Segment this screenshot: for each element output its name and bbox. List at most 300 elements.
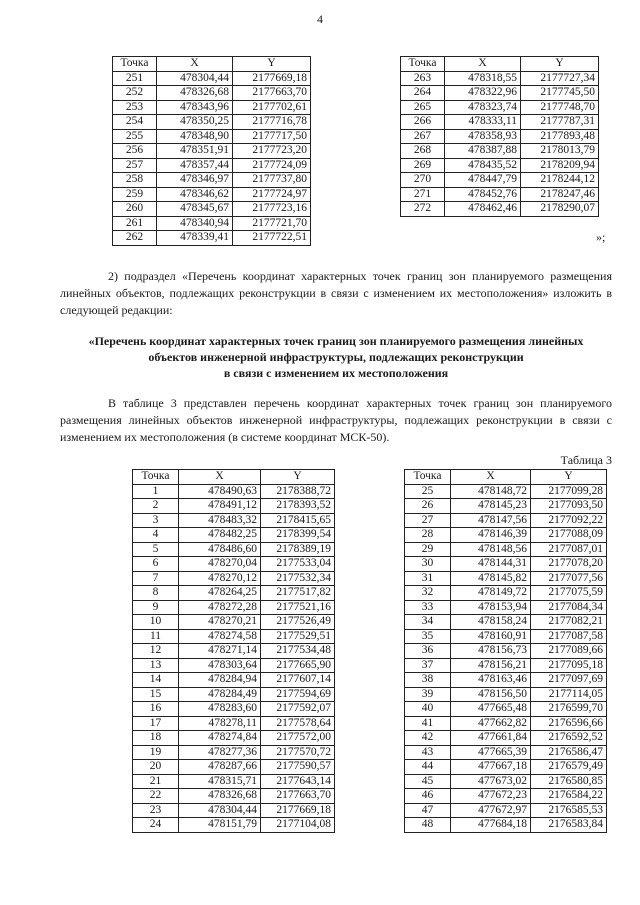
point-cell: 259 [113,187,157,202]
table-row [113,144,311,159]
table-row [133,716,335,731]
x-cell: 478270,21 [179,615,261,630]
point-cell: 32 [405,586,451,601]
x-cell: 478357,44 [157,158,233,173]
intro-paragraph: В таблице 3 представлен перечень координат характерных точек границ зон планируемого размещения линейных объектов инженерной инфраструктуры, подлежащих реконструкции в связи с изменением их местоположения (в системе координат МСК-50). [60,396,612,444]
x-cell: 477684,18 [451,818,531,833]
x-cell: 478343,96 [157,100,233,115]
point-cell: 254 [113,115,157,130]
table-row [405,803,607,818]
y-cell: 2176586,47 [531,745,607,760]
table-row [133,513,335,528]
point-cell: 20 [133,760,179,775]
table-row [401,158,599,173]
point-cell: 42 [405,731,451,746]
point-cell: 19 [133,745,179,760]
table-row [133,774,335,789]
table-row [113,216,311,231]
y-cell: 2176585,53 [531,803,607,818]
x-cell: 478270,04 [179,557,261,572]
table-row [113,71,311,86]
x-cell: 478144,31 [451,557,531,572]
y-cell: 2177578,64 [261,716,335,731]
point-cell: 16 [133,702,179,717]
point-cell: 31 [405,571,451,586]
point-cell: 9 [133,600,179,615]
table-row [401,86,599,101]
x-cell: 478482,25 [179,528,261,543]
x-cell: 478333,11 [445,115,521,130]
column-header-y: Y [531,470,607,485]
x-cell: 478304,44 [179,803,261,818]
y-cell: 2177084,34 [531,600,607,615]
table-row [133,499,335,514]
x-cell: 478452,76 [445,187,521,202]
table-row [113,115,311,130]
table-closing-quote: »; [596,230,606,244]
table-row [401,71,599,86]
y-cell: 2177737,80 [233,173,311,188]
y-cell: 2176584,22 [531,789,607,804]
point-cell: 12 [133,644,179,659]
x-cell: 478148,72 [451,484,531,499]
point-cell: 256 [113,144,157,159]
point-cell: 27 [405,513,451,528]
y-cell: 2178399,54 [261,528,335,543]
table-row [405,745,607,760]
table-row [405,528,607,543]
point-cell: 46 [405,789,451,804]
section-heading-line: «Перечень координат характерных точек границ зон планируемого размещения линейных [88,334,584,348]
point-cell: 39 [405,687,451,702]
x-cell: 478340,94 [157,216,233,231]
table-row [133,731,335,746]
table-row [113,231,311,246]
table-row [113,187,311,202]
point-cell: 262 [113,231,157,246]
table-row [133,571,335,586]
point-cell: 29 [405,542,451,557]
point-cell: 45 [405,774,451,789]
table-row [133,528,335,543]
point-cell: 40 [405,702,451,717]
point-cell: 266 [401,115,445,130]
table-row [405,774,607,789]
y-cell: 2177669,18 [233,71,311,86]
y-cell: 2177088,09 [531,528,607,543]
table-row [401,202,599,217]
y-cell: 2178209,94 [521,158,599,173]
x-cell: 478350,25 [157,115,233,130]
table-row [405,702,607,717]
x-cell: 478283,60 [179,702,261,717]
x-cell: 478147,56 [451,513,531,528]
point-cell: 35 [405,629,451,644]
x-cell: 478483,32 [179,513,261,528]
y-cell: 2177727,34 [521,71,599,86]
x-cell: 477665,48 [451,702,531,717]
point-cell: 252 [113,86,157,101]
table-caption: Таблица 3 [560,453,612,467]
table-row [401,144,599,159]
table-row [405,629,607,644]
page-number: 4 [317,12,323,26]
table-row [405,716,607,731]
section-heading-line: объектов инженерной инфраструктуры, подлежащих реконструкции [148,350,524,364]
column-header-point: Точка [405,470,451,485]
point-cell: 3 [133,513,179,528]
point-cell: 257 [113,158,157,173]
x-cell: 478272,28 [179,600,261,615]
table-row [405,513,607,528]
y-cell: 2178247,46 [521,187,599,202]
point-cell: 272 [401,202,445,217]
y-cell: 2177078,20 [531,557,607,572]
y-cell: 2177702,61 [233,100,311,115]
table-row [133,658,335,673]
y-cell: 2177570,72 [261,745,335,760]
table-row [113,129,311,144]
point-cell: 17 [133,716,179,731]
point-cell: 255 [113,129,157,144]
section-heading [60,333,612,381]
table-row [133,745,335,760]
x-cell: 478339,41 [157,231,233,246]
point-cell: 47 [405,803,451,818]
x-cell: 478315,71 [179,774,261,789]
table-row [405,687,607,702]
coordinates-table-top-right [400,56,599,217]
point-cell: 25 [405,484,451,499]
x-cell: 478348,90 [157,129,233,144]
y-cell: 2176592,52 [531,731,607,746]
table-row [405,615,607,630]
point-cell: 41 [405,716,451,731]
table-row [133,542,335,557]
x-cell: 478145,23 [451,499,531,514]
point-cell: 2 [133,499,179,514]
table-row [405,731,607,746]
table-row [133,586,335,601]
column-header-point: Точка [133,470,179,485]
x-cell: 478271,14 [179,644,261,659]
y-cell: 2177099,28 [531,484,607,499]
point-cell: 268 [401,144,445,159]
table-row [133,818,335,833]
table-row [113,86,311,101]
y-cell: 2177748,70 [521,100,599,115]
y-cell: 2177097,69 [531,673,607,688]
point-cell: 34 [405,615,451,630]
point-cell: 28 [405,528,451,543]
x-cell: 478345,67 [157,202,233,217]
table-row [133,803,335,818]
table-row [133,702,335,717]
table-row [405,600,607,615]
point-cell: 48 [405,818,451,833]
table-row [401,173,599,188]
x-cell: 478278,11 [179,716,261,731]
table-row [133,484,335,499]
y-cell: 2177104,08 [261,818,335,833]
y-cell: 2176580,85 [531,774,607,789]
x-cell: 478163,46 [451,673,531,688]
point-cell: 265 [401,100,445,115]
x-cell: 478274,58 [179,629,261,644]
table-row [133,673,335,688]
table-row [133,615,335,630]
x-cell: 478284,94 [179,673,261,688]
y-cell: 2177665,90 [261,658,335,673]
point-cell: 260 [113,202,157,217]
y-cell: 2176599,70 [531,702,607,717]
x-cell: 478462,46 [445,202,521,217]
x-cell: 478346,97 [157,173,233,188]
point-cell: 44 [405,760,451,775]
point-cell: 261 [113,216,157,231]
coordinates-table-top-left [112,56,311,246]
x-cell: 478160,91 [451,629,531,644]
y-cell: 2177724,97 [233,187,311,202]
table-row [405,658,607,673]
x-cell: 478151,79 [179,818,261,833]
table-row [401,129,599,144]
y-cell: 2177533,04 [261,557,335,572]
y-cell: 2177534,48 [261,644,335,659]
y-cell: 2177532,34 [261,571,335,586]
point-cell: 253 [113,100,157,115]
point-cell: 1 [133,484,179,499]
point-cell: 263 [401,71,445,86]
x-cell: 478156,50 [451,687,531,702]
point-cell: 4 [133,528,179,543]
table-row [133,687,335,702]
x-cell: 478351,91 [157,144,233,159]
y-cell: 2177787,31 [521,115,599,130]
x-cell: 478326,68 [157,86,233,101]
table-row [405,499,607,514]
y-cell: 2177722,51 [233,231,311,246]
column-header-point: Точка [401,57,445,72]
y-cell: 2177087,01 [531,542,607,557]
y-cell: 2177721,70 [233,216,311,231]
x-cell: 478158,24 [451,615,531,630]
y-cell: 2177572,00 [261,731,335,746]
x-cell: 478486,60 [179,542,261,557]
y-cell: 2177077,56 [531,571,607,586]
point-cell: 270 [401,173,445,188]
x-cell: 478145,82 [451,571,531,586]
section-heading-line: в связи с изменением их местоположения [223,366,449,380]
table-row [405,673,607,688]
point-cell: 26 [405,499,451,514]
table-row [401,187,599,202]
table-row [405,586,607,601]
x-cell: 478304,44 [157,71,233,86]
point-cell: 21 [133,774,179,789]
y-cell: 2177745,50 [521,86,599,101]
y-cell: 2178415,65 [261,513,335,528]
y-cell: 2177724,09 [233,158,311,173]
x-cell: 478435,52 [445,158,521,173]
y-cell: 2177716,78 [233,115,311,130]
x-cell: 478148,56 [451,542,531,557]
point-cell: 251 [113,71,157,86]
point-cell: 267 [401,129,445,144]
table-row [133,760,335,775]
y-cell: 2177095,18 [531,658,607,673]
x-cell: 478323,74 [445,100,521,115]
y-cell: 2177529,51 [261,629,335,644]
x-cell: 478326,68 [179,789,261,804]
x-cell: 478274,84 [179,731,261,746]
x-cell: 478322,96 [445,86,521,101]
point-cell: 271 [401,187,445,202]
y-cell: 2178290,07 [521,202,599,217]
x-cell: 478156,21 [451,658,531,673]
y-cell: 2176579,49 [531,760,607,775]
y-cell: 2177114,05 [531,687,607,702]
y-cell: 2177717,50 [233,129,311,144]
point-cell: 11 [133,629,179,644]
y-cell: 2177075,59 [531,586,607,601]
y-cell: 2177521,16 [261,600,335,615]
point-cell: 30 [405,557,451,572]
table-row [405,789,607,804]
y-cell: 2178013,79 [521,144,599,159]
table-3-right [404,469,607,833]
column-header-y: Y [261,470,335,485]
x-cell: 478346,62 [157,187,233,202]
y-cell: 2177607,14 [261,673,335,688]
x-cell: 478156,73 [451,644,531,659]
column-header-point: Точка [113,57,157,72]
point-cell: 6 [133,557,179,572]
x-cell: 477665,39 [451,745,531,760]
y-cell: 2176583,84 [531,818,607,833]
y-cell: 2178388,72 [261,484,335,499]
table-row [405,484,607,499]
table-row [405,542,607,557]
point-cell: 33 [405,600,451,615]
table-row [113,202,311,217]
point-cell: 38 [405,673,451,688]
column-header-x: X [179,470,261,485]
point-cell: 264 [401,86,445,101]
x-cell: 478318,55 [445,71,521,86]
y-cell: 2177643,14 [261,774,335,789]
point-cell: 269 [401,158,445,173]
table-row [401,100,599,115]
y-cell: 2177669,18 [261,803,335,818]
x-cell: 478447,79 [445,173,521,188]
table-3-left [132,469,335,833]
x-cell: 477661,84 [451,731,531,746]
point-cell: 14 [133,673,179,688]
y-cell: 2177723,16 [233,202,311,217]
x-cell: 478270,12 [179,571,261,586]
y-cell: 2177592,07 [261,702,335,717]
point-cell: 36 [405,644,451,659]
x-cell: 477672,23 [451,789,531,804]
y-cell: 2177723,20 [233,144,311,159]
point-cell: 18 [133,731,179,746]
x-cell: 477667,18 [451,760,531,775]
point-cell: 23 [133,803,179,818]
column-header-y: Y [233,57,311,72]
table-row [113,173,311,188]
column-header-y: Y [521,57,599,72]
y-cell: 2177893,48 [521,129,599,144]
y-cell: 2177082,21 [531,615,607,630]
y-cell: 2176596,66 [531,716,607,731]
x-cell: 478146,39 [451,528,531,543]
point-cell: 258 [113,173,157,188]
table-row [133,644,335,659]
y-cell: 2177526,49 [261,615,335,630]
x-cell: 478387,88 [445,144,521,159]
x-cell: 478490,63 [179,484,261,499]
point-cell: 7 [133,571,179,586]
table-row [405,571,607,586]
column-header-x: X [451,470,531,485]
column-header-x: X [445,57,521,72]
y-cell: 2178389,19 [261,542,335,557]
point-cell: 10 [133,615,179,630]
point-cell: 24 [133,818,179,833]
x-cell: 478277,36 [179,745,261,760]
column-header-x: X [157,57,233,72]
x-cell: 478287,66 [179,760,261,775]
point-cell: 37 [405,658,451,673]
point-cell: 22 [133,789,179,804]
table-row [405,644,607,659]
amendment-paragraph: 2) подраздел «Перечень координат характерных точек границ зон планируемого размещения линейных объектов, подлежащих реконструкции в связи с изменением их местоположения» изложить в следующей редакции: [60,269,612,317]
x-cell: 477672,97 [451,803,531,818]
y-cell: 2177663,70 [233,86,311,101]
y-cell: 2177663,70 [261,789,335,804]
x-cell: 478284,49 [179,687,261,702]
y-cell: 2178393,52 [261,499,335,514]
x-cell: 478303,64 [179,658,261,673]
y-cell: 2177594,69 [261,687,335,702]
table-row [133,600,335,615]
table-row [133,629,335,644]
x-cell: 478149,72 [451,586,531,601]
point-cell: 43 [405,745,451,760]
x-cell: 477662,82 [451,716,531,731]
y-cell: 2177089,66 [531,644,607,659]
table-row [405,760,607,775]
x-cell: 478153,94 [451,600,531,615]
table-row [133,789,335,804]
y-cell: 2177590,57 [261,760,335,775]
y-cell: 2177092,22 [531,513,607,528]
x-cell: 478358,93 [445,129,521,144]
table-row [133,557,335,572]
table-row [113,158,311,173]
y-cell: 2177517,82 [261,586,335,601]
y-cell: 2178244,12 [521,173,599,188]
y-cell: 2177087,58 [531,629,607,644]
x-cell: 478491,12 [179,499,261,514]
x-cell: 477673,02 [451,774,531,789]
table-row [405,557,607,572]
point-cell: 5 [133,542,179,557]
point-cell: 15 [133,687,179,702]
x-cell: 478264,25 [179,586,261,601]
table-row [405,818,607,833]
